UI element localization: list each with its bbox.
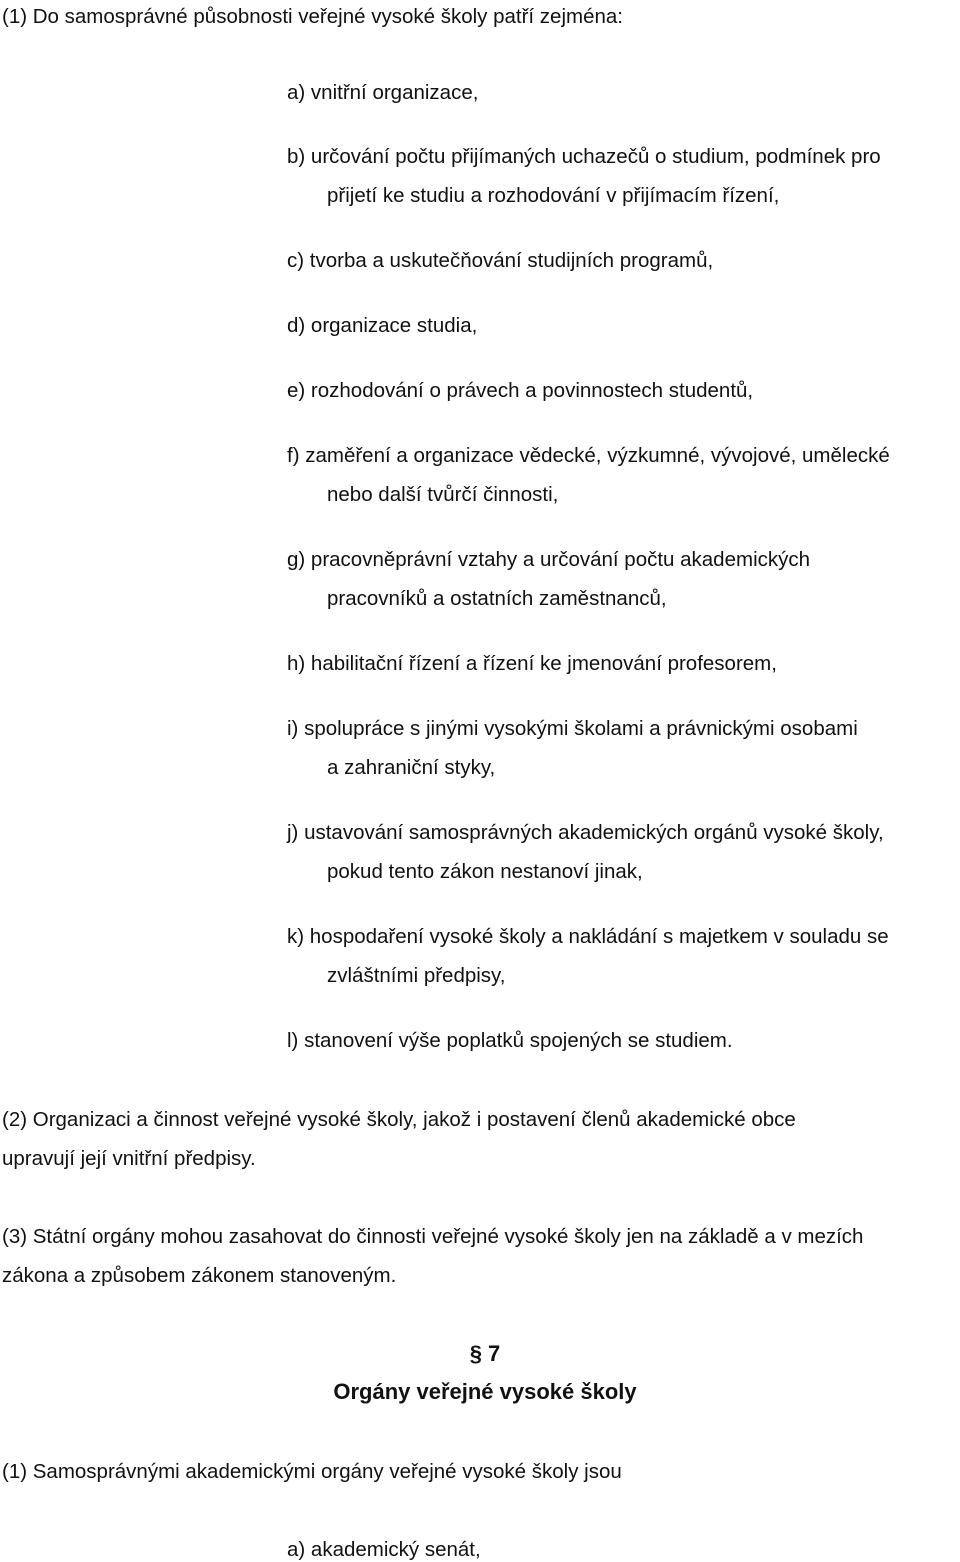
list-item-a: a) vnitřní organizace,	[287, 81, 479, 104]
list-item-d: d) organizace studia,	[287, 314, 478, 337]
list-item-j: j) ustavování samosprávných akademických orgánů vysoké školy,	[287, 821, 884, 844]
section-7-list-item-a: a) akademický senát,	[287, 1538, 481, 1561]
list-item-c: c) tvorba a uskutečňování studijních programů,	[287, 249, 714, 272]
list-item-f-continuation: nebo další tvůrčí činnosti,	[327, 483, 559, 506]
paragraph-1-intro: (1) Do samosprávné působnosti veřejné vysoké školy patří zejména:	[2, 5, 623, 28]
list-item-g-continuation: pracovníků a ostatních zaměstnanců,	[327, 587, 667, 610]
list-item-b: b) určování počtu přijímaných uchazečů o studium, podmínek pro	[287, 145, 881, 168]
list-item-g: g) pracovněprávní vztahy a určování počtu akademických	[287, 548, 811, 571]
section-number: § 7	[469, 1341, 501, 1366]
list-item-i-continuation: a zahraniční styky,	[327, 756, 496, 779]
section-title: Orgány veřejné vysoké školy	[333, 1379, 637, 1404]
list-item-f: f) zaměření a organizace vědecké, výzkumné, vývojové, umělecké	[287, 444, 890, 467]
paragraph-2: (2) Organizaci a činnost veřejné vysoké školy, jakož i postavení členů akademické obce	[2, 1108, 796, 1131]
list-item-e: e) rozhodování o právech a povinnostech studentů,	[287, 379, 754, 402]
list-item-k: k) hospodaření vysoké školy a nakládání s majetkem v souladu se	[287, 925, 889, 948]
list-item-j-continuation: pokud tento zákon nestanoví jinak,	[327, 860, 643, 883]
list-item-l: l) stanovení výše poplatků spojených se studiem.	[287, 1029, 733, 1052]
paragraph-3: (3) Státní orgány mohou zasahovat do činnosti veřejné vysoké školy jen na základě a v mezích	[2, 1225, 864, 1248]
list-item-b-continuation: přijetí ke studiu a rozhodování v přijímacím řízení,	[327, 184, 780, 207]
list-item-k-continuation: zvláštními předpisy,	[327, 964, 506, 987]
list-item-h: h) habilitační řízení a řízení ke jmenování profesorem,	[287, 652, 777, 675]
paragraph-2-continuation: upravují její vnitřní předpisy.	[2, 1147, 256, 1170]
paragraph-3-continuation: zákona a způsobem zákonem stanoveným.	[2, 1264, 397, 1287]
section-7-paragraph-1-intro: (1) Samosprávnými akademickými orgány veřejné vysoké školy jsou	[2, 1460, 622, 1483]
list-item-i: i) spolupráce s jinými vysokými školami a právnickými osobami	[287, 717, 858, 740]
